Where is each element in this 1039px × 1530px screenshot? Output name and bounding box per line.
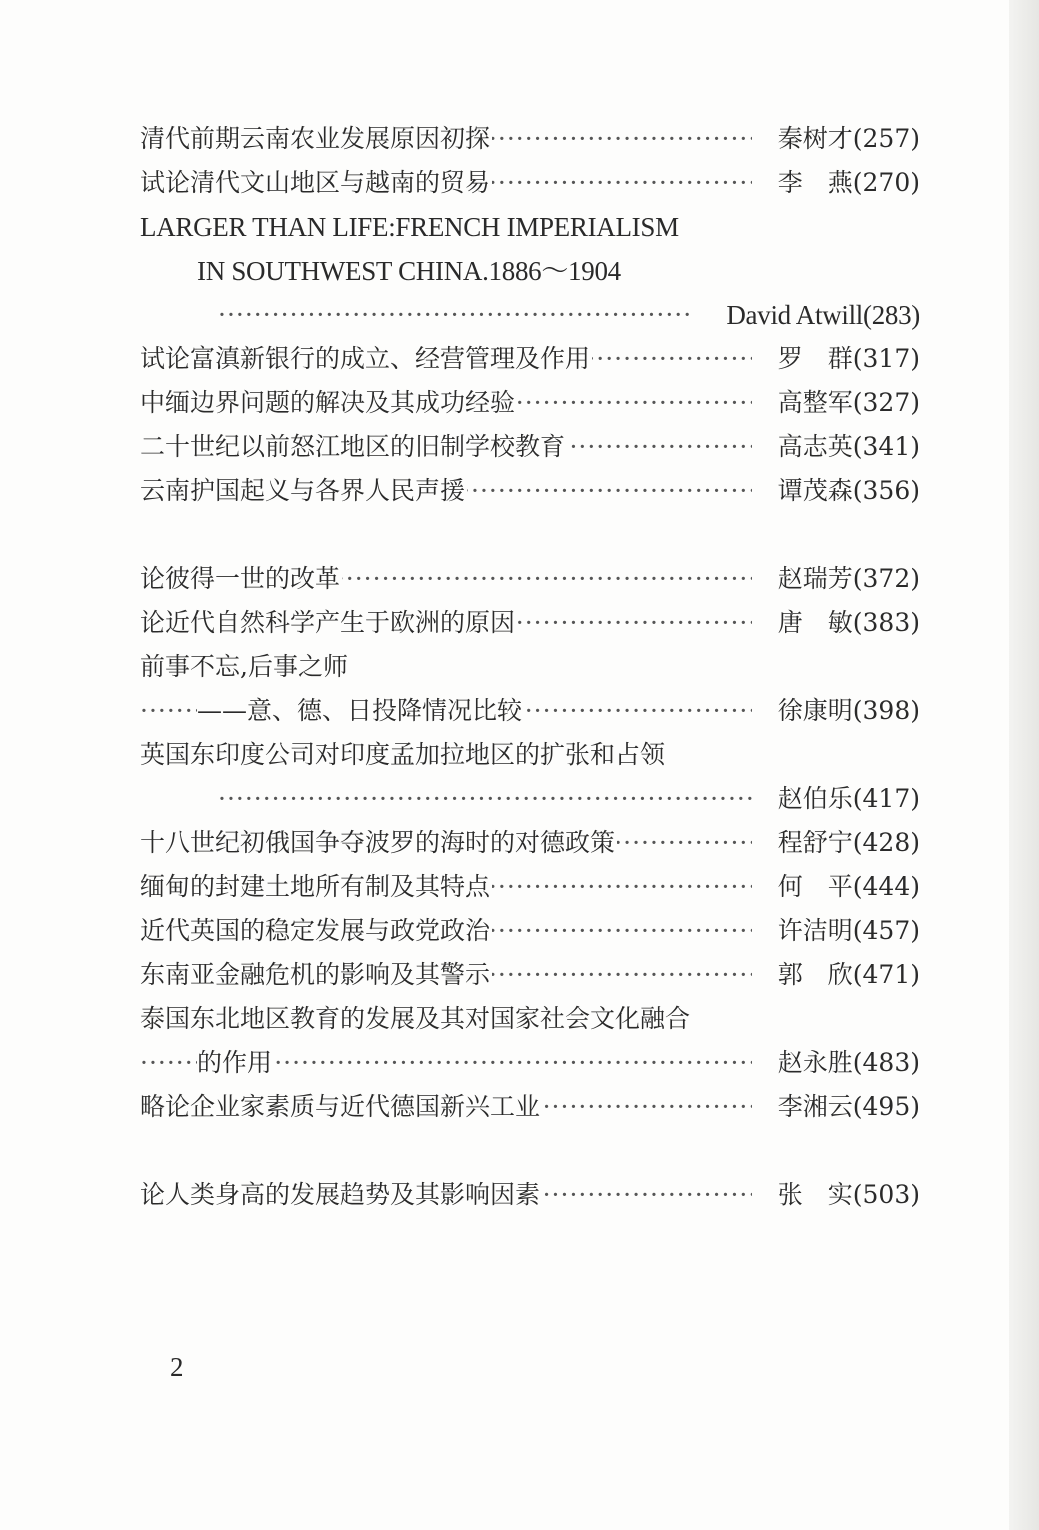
entry-author-page: 谭茂森(356)	[772, 469, 920, 513]
toc-entry	[140, 1041, 920, 1085]
entry-author-page: 罗 群(317)	[772, 337, 920, 381]
entry-title: 清代前期云南农业发展原因初探	[140, 117, 492, 161]
entry-title-continued: IN SOUTHWEST CHINA.1886～1904	[197, 249, 623, 293]
table-of-contents	[140, 117, 920, 1217]
entry-author-page: 张 实(503)	[772, 1173, 920, 1217]
entry-title: LARGER THAN LIFE:FRENCH IMPERIALISM	[140, 205, 681, 249]
toc-entry-title-line	[140, 249, 920, 293]
toc-entry	[140, 601, 920, 645]
toc-entry	[140, 821, 920, 865]
entry-author-page: 高志英(341)	[772, 425, 920, 469]
entry-author-page: 郭 欣(471)	[772, 953, 920, 997]
toc-entry	[140, 425, 920, 469]
entry-title: 英国东印度公司对印度孟加拉地区的扩张和占领	[140, 733, 667, 777]
entry-title: 略论企业家素质与近代德国新兴工业	[140, 1085, 542, 1129]
toc-entry	[140, 293, 920, 337]
entry-title: 十八世纪初俄国争夺波罗的海时的对德政策	[140, 821, 617, 865]
toc-entry-title-line	[140, 645, 920, 689]
entry-author-page: 许洁明(457)	[772, 909, 920, 953]
entry-title: 云南护国起义与各界人民声援	[140, 469, 467, 513]
section-gap	[140, 1129, 920, 1173]
toc-entry	[140, 381, 920, 425]
toc-entry	[140, 689, 920, 733]
toc-entry-title-line	[140, 733, 920, 777]
entry-author-page: 徐康明(398)	[772, 689, 920, 733]
entry-author-page: 唐 敏(383)	[772, 601, 920, 645]
entry-title: 泰国东北地区教育的发展及其对国家社会文化融合	[140, 997, 692, 1041]
toc-entry	[140, 161, 920, 205]
toc-entry	[140, 337, 920, 381]
entry-author-page: 赵瑞芳(372)	[772, 557, 920, 601]
entry-title: 试论清代文山地区与越南的贸易	[140, 161, 492, 205]
entry-subtitle: ——意、德、日投降情况比较	[197, 689, 524, 733]
entry-author-page: 秦树才(257)	[772, 117, 920, 161]
toc-entry	[140, 469, 920, 513]
entry-title: 前事不忘,后事之师	[140, 645, 350, 689]
toc-entry-title-line	[140, 205, 920, 249]
dot-leader	[218, 293, 690, 337]
entry-title: 论人类身高的发展趋势及其影响因素	[140, 1173, 542, 1217]
toc-entry-title-line	[140, 997, 920, 1041]
entry-author-page: 李 燕(270)	[772, 161, 920, 205]
page-number: 2	[170, 1352, 184, 1382]
entry-author-page: 李湘云(495)	[772, 1085, 920, 1129]
entry-author-page: 赵永胜(483)	[772, 1041, 920, 1085]
section-gap	[140, 513, 920, 557]
toc-entry	[140, 953, 920, 997]
entry-title: 论近代自然科学产生于欧洲的原因	[140, 601, 517, 645]
entry-title: 二十世纪以前怒江地区的旧制学校教育	[140, 425, 567, 469]
toc-entry	[140, 117, 920, 161]
entry-title: 近代英国的稳定发展与政党政治	[140, 909, 492, 953]
entry-author-page: David Atwill(283)	[720, 293, 920, 337]
toc-entry	[140, 909, 920, 953]
entry-title: 论彼得一世的改革	[140, 557, 342, 601]
entry-title: 试论富滇新银行的成立、经营管理及作用	[140, 337, 592, 381]
entry-author-page: 何 平(444)	[772, 865, 920, 909]
toc-entry	[140, 1085, 920, 1129]
toc-entry	[140, 1173, 920, 1217]
entry-title: 东南亚金融危机的影响及其警示	[140, 953, 492, 997]
toc-entry	[140, 557, 920, 601]
entry-title: 缅甸的封建土地所有制及其特点	[140, 865, 492, 909]
toc-entry	[140, 865, 920, 909]
entry-title: 中缅边界问题的解决及其成功经验	[140, 381, 517, 425]
toc-entry	[140, 777, 920, 821]
entry-title-continued: 的作用	[197, 1041, 274, 1085]
entry-author-page: 程舒宁(428)	[772, 821, 920, 865]
page-edge	[1009, 0, 1039, 1530]
entry-author-page: 赵伯乐(417)	[772, 777, 920, 821]
entry-author-page: 高整军(327)	[772, 381, 920, 425]
dot-leader	[218, 777, 752, 821]
